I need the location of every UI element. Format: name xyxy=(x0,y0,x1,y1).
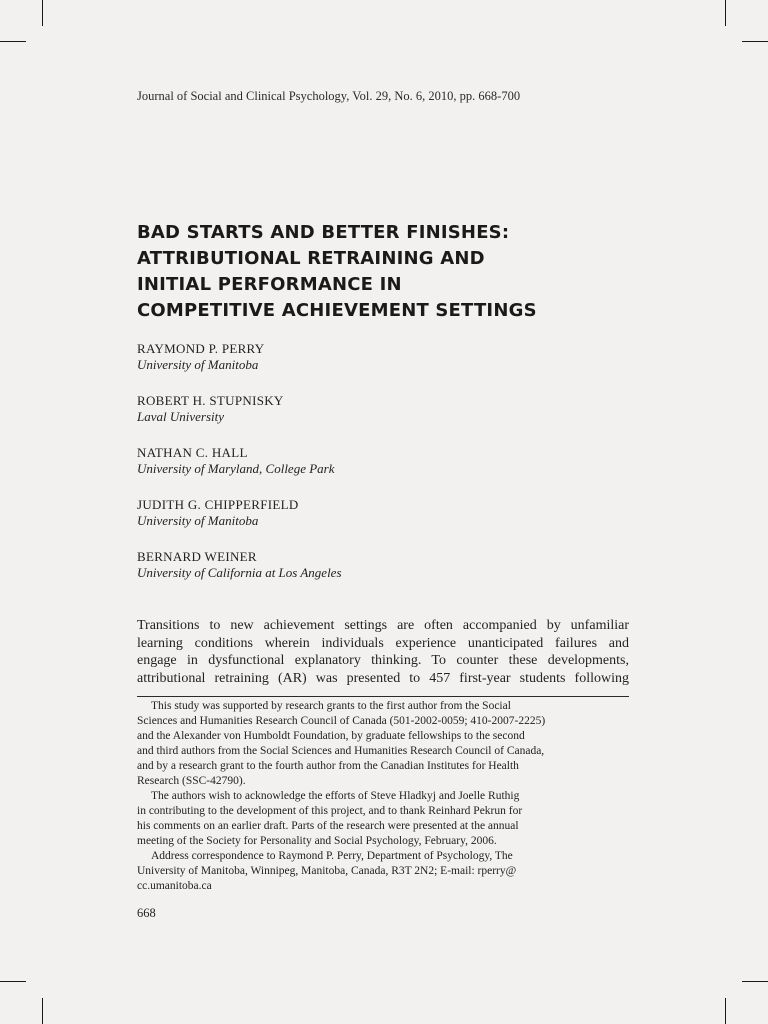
crop-mark xyxy=(42,998,43,1024)
crop-mark xyxy=(742,41,768,42)
journal-citation: Journal of Social and Clinical Psychology, Vol. 29, No. 6, 2010, pp. 668-700 xyxy=(137,89,521,103)
article-title xyxy=(137,220,537,324)
footnote-line: his comments on an earlier draft. Parts of the research were presented at the annual xyxy=(137,820,519,832)
crop-mark xyxy=(725,998,726,1024)
footnote-line: and third authors from the Social Sciences and Humanities Research Council of Canada, xyxy=(137,745,545,757)
page-number: 668 xyxy=(137,906,156,920)
footnote-line: University of Manitoba, Winnipeg, Manitoba, Canada, R3T 2N2; E-mail: rperry@ xyxy=(137,865,517,877)
crop-mark xyxy=(725,0,726,26)
crop-mark xyxy=(742,981,768,982)
footnote-line: and the Alexander von Humboldt Foundation, by graduate fellowships to the second xyxy=(137,730,525,742)
crop-mark xyxy=(42,0,43,26)
author-name: BERNARD WEINER xyxy=(137,549,257,564)
footnotes xyxy=(137,699,629,894)
author-name: NATHAN C. HALL xyxy=(137,445,248,460)
abstract xyxy=(137,617,629,687)
footnote-line: and by a research grant to the fourth author from the Canadian Institutes for Health xyxy=(137,760,519,772)
title-line: INITIAL PERFORMANCE IN xyxy=(137,274,402,295)
abstract-line: engage in dysfunctional explanatory thinking. To counter these developments, xyxy=(137,653,629,668)
author-affiliation: University of Manitoba xyxy=(137,513,259,528)
author-name: JUDITH G. CHIPPERFIELD xyxy=(137,497,299,512)
author-name: RAYMOND P. PERRY xyxy=(137,341,265,356)
abstract-line: learning conditions wherein individuals experience unanticipated failures and xyxy=(137,635,629,651)
footnote-line: in contributing to the development of this project, and to thank Reinhard Pekrun for xyxy=(137,805,523,817)
footnote-line: cc.umanitoba.ca xyxy=(137,880,212,892)
author-affiliation: University of Manitoba xyxy=(137,357,259,372)
footnote-line: Sciences and Humanities Research Council of Canada (501-2002-0059; 410-2007-2225) xyxy=(137,715,546,727)
title-line: BAD STARTS AND BETTER FINISHES: xyxy=(137,222,510,243)
abstract-line: Transitions to new achievement settings are often accompanied by unfamiliar xyxy=(137,618,629,633)
crop-mark xyxy=(0,41,26,42)
author-name: ROBERT H. STUPNISKY xyxy=(137,393,284,408)
abstract-line: attributional retraining (AR) was presented to 457 first-year students following xyxy=(137,670,629,686)
crop-mark xyxy=(0,981,26,982)
footnote-line: Research (SSC-42790). xyxy=(137,775,246,787)
title-line: COMPETITIVE ACHIEVEMENT SETTINGS xyxy=(137,300,537,321)
author-affiliation: University of California at Los Angeles xyxy=(137,565,342,580)
footnote-divider xyxy=(137,696,629,697)
author-affiliation: University of Maryland, College Park xyxy=(137,461,335,476)
footnote-line: This study was supported by research grants to the first author from the Social xyxy=(151,700,511,712)
author-affiliation: Laval University xyxy=(137,409,225,424)
title-line: ATTRIBUTIONAL RETRAINING AND xyxy=(137,248,485,269)
footnote-line: meeting of the Society for Personality and Social Psychology, February, 2006. xyxy=(137,835,497,847)
footnote-line: The authors wish to acknowledge the efforts of Steve Hladkyj and Joelle Ruthig xyxy=(151,790,520,802)
footnote-line: Address correspondence to Raymond P. Perry, Department of Psychology, The xyxy=(151,850,513,862)
